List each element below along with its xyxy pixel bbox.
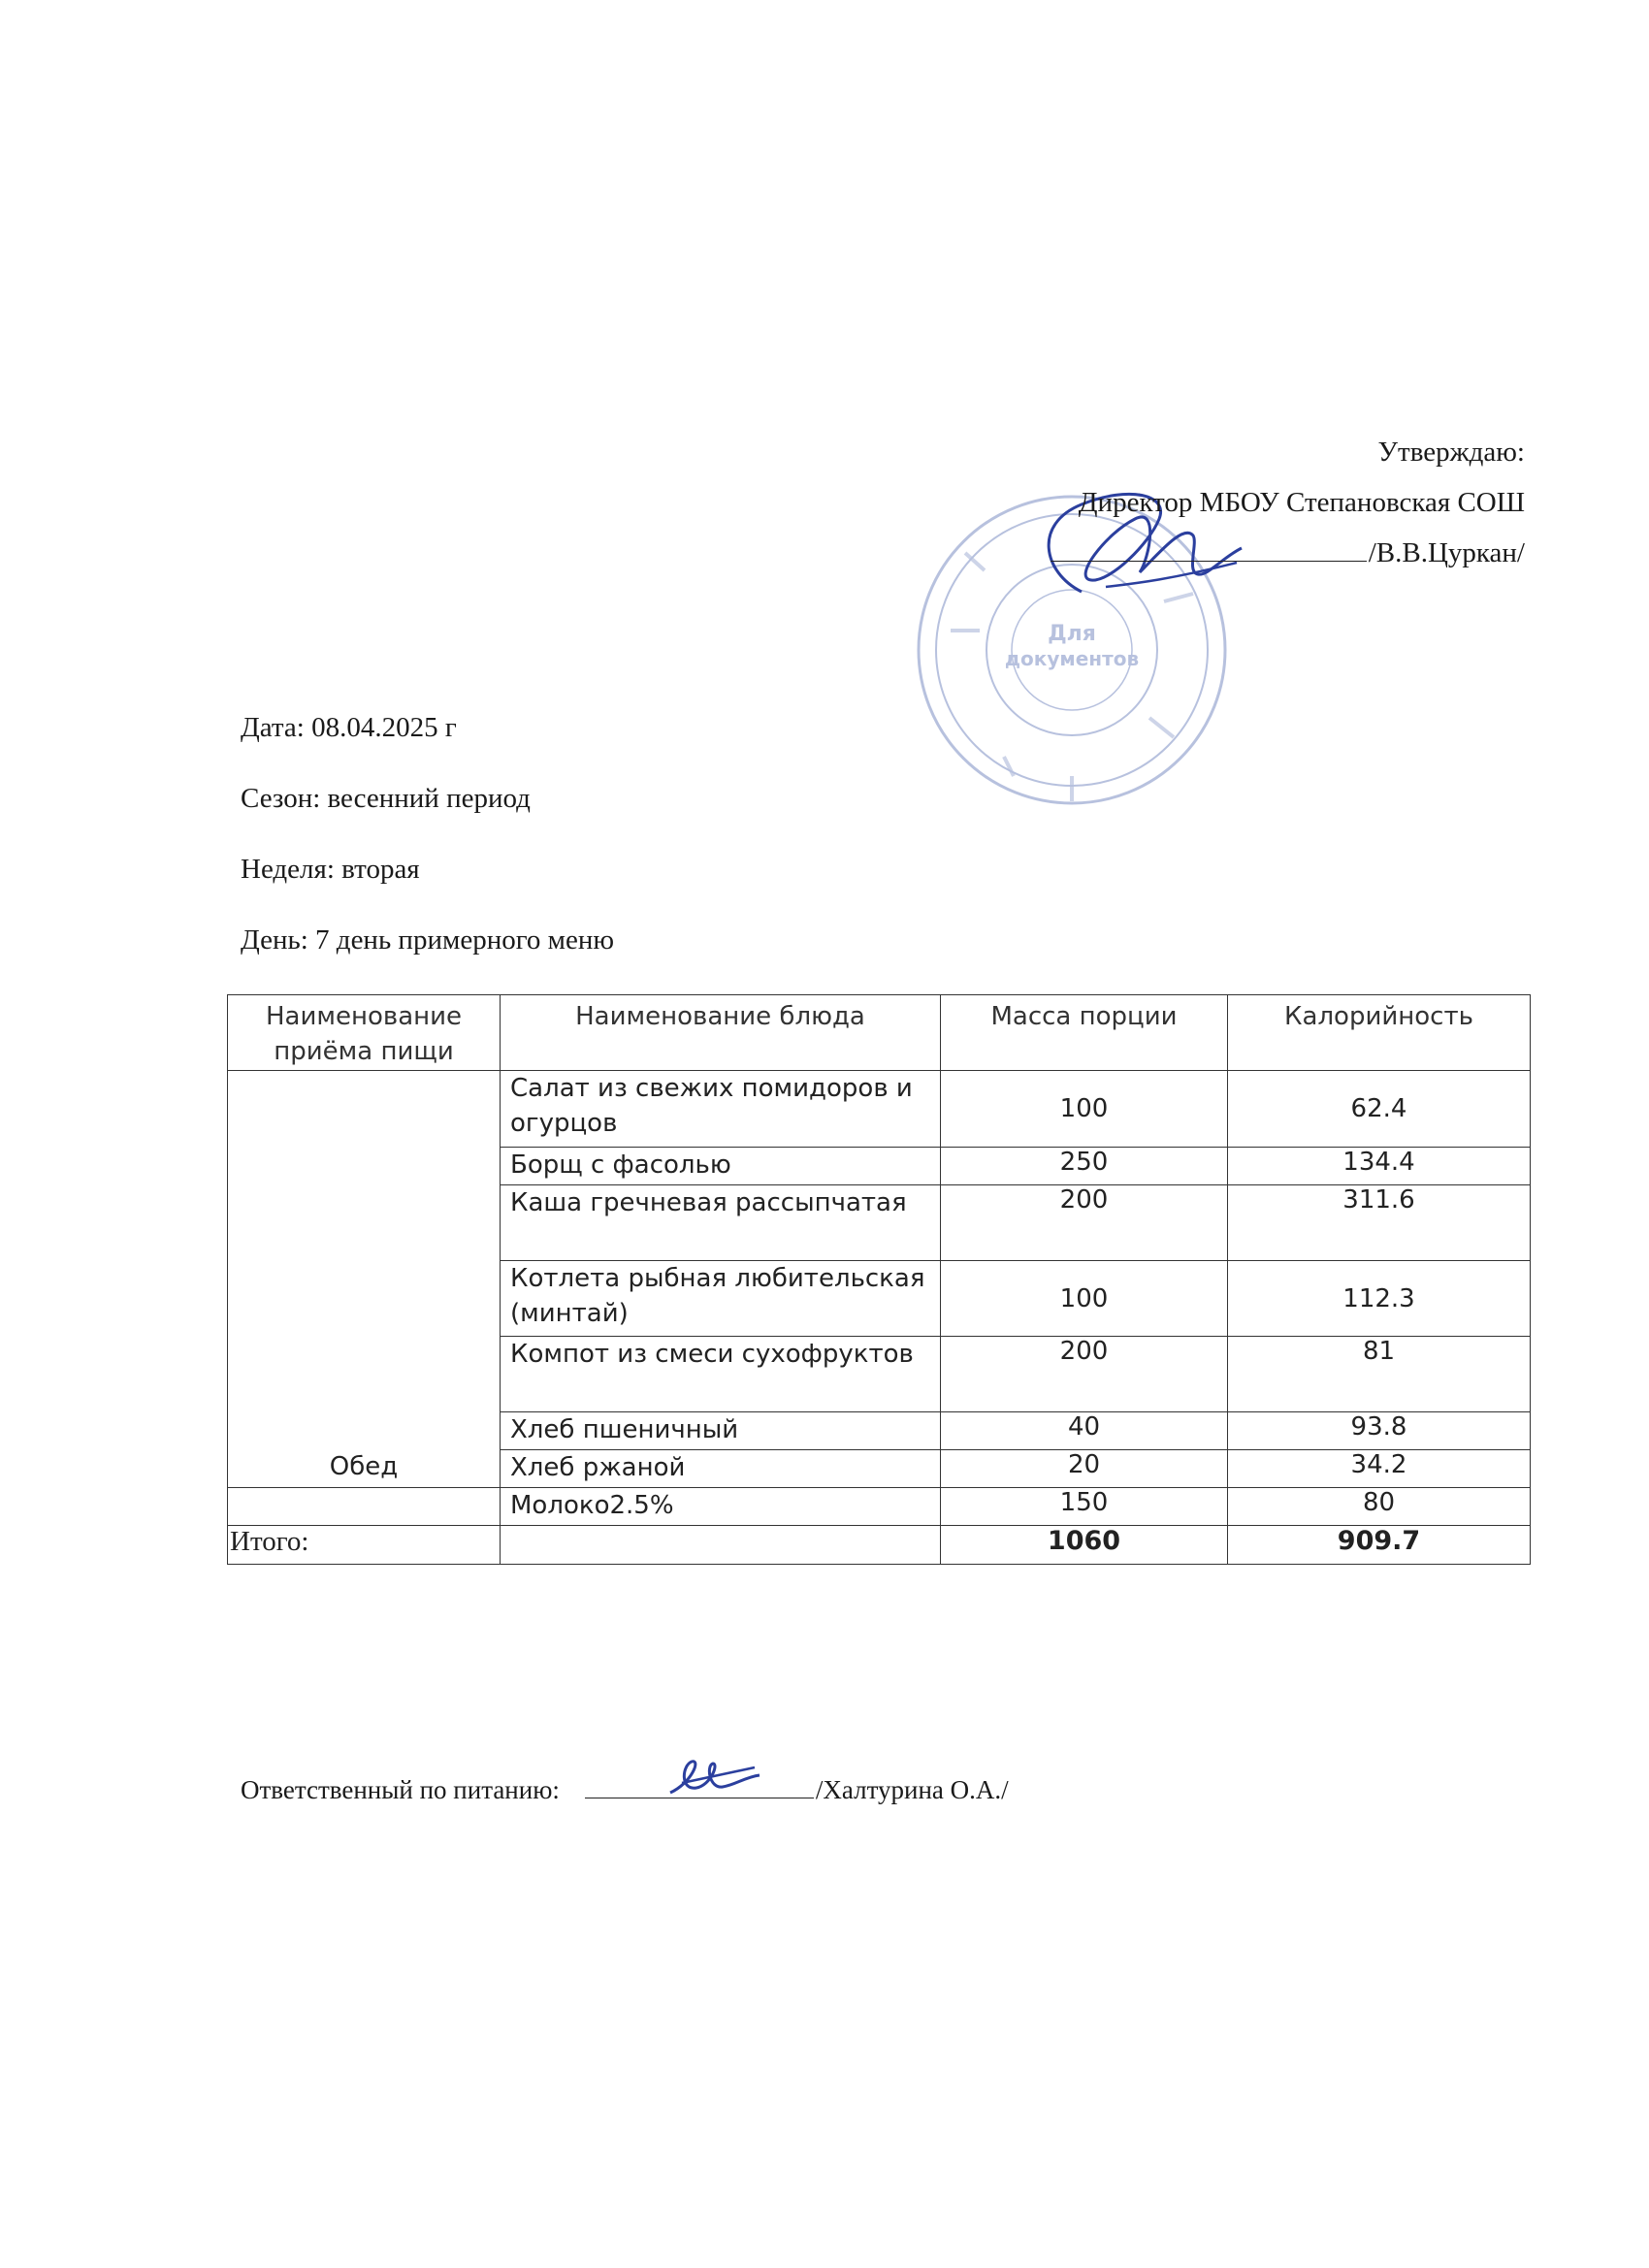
empty-cell: [501, 1526, 941, 1565]
dish-mass: 40: [941, 1412, 1228, 1450]
total-row: [228, 1526, 1531, 1565]
dish-name: Хлеб пшеничный: [501, 1412, 941, 1450]
dish-mass: 200: [941, 1185, 1228, 1261]
dish-mass: 100: [941, 1261, 1228, 1337]
dish-kcal: 112.3: [1228, 1261, 1531, 1337]
season-text: Сезон: весенний период: [241, 783, 531, 814]
dish-name: Салат из свежих помидоров и огурцов: [501, 1071, 941, 1148]
responsible-block: [241, 1775, 1009, 1805]
approval-block: [931, 427, 1525, 578]
dish-mass: 250: [941, 1148, 1228, 1185]
director-position: Директор МБОУ Степановская СОШ: [1078, 487, 1525, 518]
meal-name: Обед: [228, 1071, 501, 1488]
dish-name: Каша гречневая рассыпчатая: [501, 1185, 941, 1261]
dish-name: Борщ с фасолью: [501, 1148, 941, 1185]
day-text: День: 7 день примерного меню: [241, 924, 615, 956]
dish-name: Молоко2.5%: [501, 1488, 941, 1526]
table-row: [228, 1071, 1531, 1148]
header-meal: Наименование приёма пищи: [228, 995, 501, 1071]
empty-cell: [228, 1488, 501, 1526]
dish-kcal: 81: [1228, 1337, 1531, 1412]
menu-table: [227, 994, 1531, 1565]
dish-mass: 100: [941, 1071, 1228, 1148]
dish-kcal: 93.8: [1228, 1412, 1531, 1450]
director-signature-line: [1051, 535, 1367, 562]
total-kcal: 909.7: [1228, 1526, 1531, 1565]
dish-mass: 200: [941, 1337, 1228, 1412]
table-header-row: [228, 995, 1531, 1071]
dish-name: Хлеб ржаной: [501, 1450, 941, 1488]
dish-mass: 150: [941, 1488, 1228, 1526]
director-name: /В.В.Цуркан/: [1368, 537, 1525, 568]
dish-kcal: 80: [1228, 1488, 1531, 1526]
table-row: [228, 1488, 1531, 1526]
dish-mass: 20: [941, 1450, 1228, 1488]
responsible-signature-line: [585, 1776, 814, 1798]
dish-kcal: 134.4: [1228, 1148, 1531, 1185]
week-text: Неделя: вторая: [241, 854, 420, 885]
header-dish: Наименование блюда: [501, 995, 941, 1071]
responsible-name: /Халтурина О.А./: [815, 1775, 1009, 1804]
svg-text:документов: документов: [1004, 647, 1140, 670]
header-kcal: Калорийность: [1228, 995, 1531, 1071]
dish-kcal: 311.6: [1228, 1185, 1531, 1261]
dish-name: Компот из смеси сухофруктов: [501, 1337, 941, 1412]
total-label: Итого:: [228, 1526, 501, 1565]
stamp-center-text: Для: [1048, 622, 1096, 646]
total-mass: 1060: [941, 1526, 1228, 1565]
dish-name: Котлета рыбная любительская (минтай): [501, 1261, 941, 1337]
responsible-label: Ответственный по питанию:: [241, 1775, 560, 1804]
dish-kcal: 62.4: [1228, 1071, 1531, 1148]
approve-label: Утверждаю:: [1377, 437, 1525, 468]
header-mass: Масса порции: [941, 995, 1228, 1071]
dish-kcal: 34.2: [1228, 1450, 1531, 1488]
date-text: Дата: 08.04.2025 г: [241, 712, 457, 743]
menu-info: [241, 706, 614, 989]
